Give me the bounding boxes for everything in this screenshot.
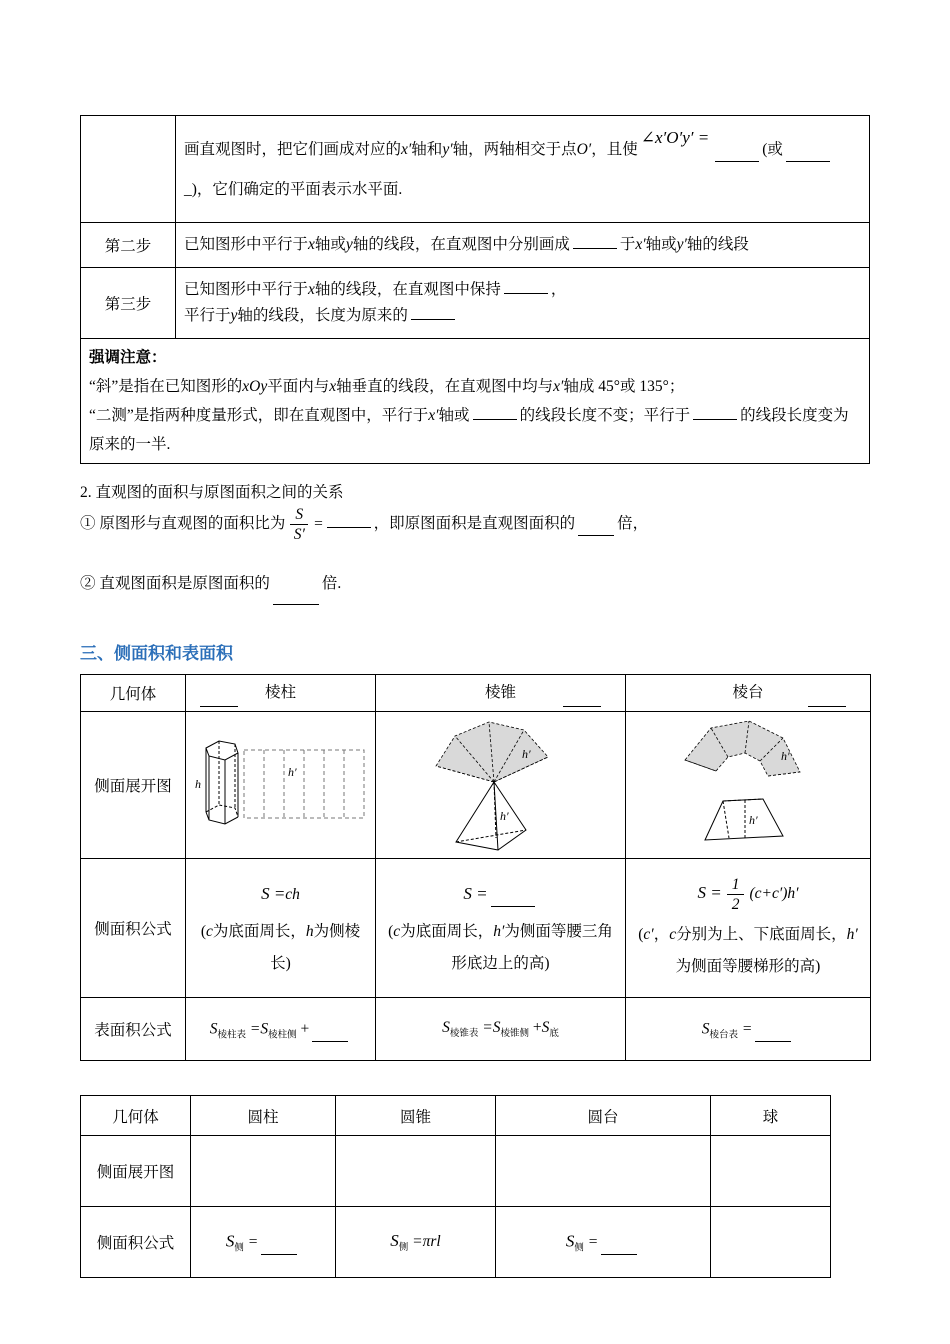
math-var: x′ xyxy=(428,407,439,424)
fraction-numerator: S xyxy=(290,506,308,525)
pyramid-hprime-bottom-label: h′ xyxy=(499,809,509,824)
pyramid-net-diagram xyxy=(386,716,616,854)
equals-sign: = xyxy=(741,1020,753,1038)
text-fragment: 轴，两轴相交于点 xyxy=(452,140,577,158)
formula-S-equals: S = xyxy=(463,883,488,903)
text-fragment: ( xyxy=(388,922,394,940)
frustum-lateral-note xyxy=(634,919,862,983)
angle-formula: ∠x′O′y′ = xyxy=(640,127,710,147)
prism-unfold-cell xyxy=(186,712,376,859)
note-line3: 原来的一半. xyxy=(89,436,171,453)
note-title: 强调注意： xyxy=(89,349,167,366)
plus-sign: + xyxy=(532,1019,542,1037)
math-var: x′ xyxy=(635,236,646,253)
text-fragment: 为侧棱长) xyxy=(270,922,361,972)
blank-line xyxy=(573,233,617,250)
lateral-formula-row xyxy=(81,859,871,998)
math-var: x′ xyxy=(553,378,564,395)
text-fragment: 于 xyxy=(619,236,636,253)
formula-rest: (c+c′)h′ xyxy=(749,884,799,902)
math-var: S xyxy=(492,1019,501,1037)
note-line1 xyxy=(89,372,861,401)
math-var: c′ xyxy=(643,925,654,943)
header-cone: 圆锥 xyxy=(336,1096,496,1136)
text-fragment: 轴的线段 xyxy=(686,236,749,253)
blank-line xyxy=(755,1025,791,1042)
cylinder-unfold-cell xyxy=(191,1136,336,1207)
formula-pirl: πrl xyxy=(422,1233,441,1251)
row-label-lateral: 侧面积公式 xyxy=(81,1207,191,1278)
equals-sign: = xyxy=(482,1019,493,1037)
prism-surface-cell xyxy=(186,998,376,1061)
frustum-unfold-cell xyxy=(626,712,871,859)
frustum-lateral-cell xyxy=(626,859,871,998)
frustum-surface-cell xyxy=(626,998,871,1061)
blank-line xyxy=(693,404,737,421)
surface-formula-row xyxy=(81,998,871,1061)
math-var: S xyxy=(701,1020,710,1038)
text-fragment: 为侧面等腰三角形底边上的高) xyxy=(451,922,613,972)
text-fragment: (或 xyxy=(762,140,783,158)
equals-sign: = xyxy=(247,1233,259,1251)
math-var: h xyxy=(305,922,314,940)
math-var: y xyxy=(345,236,353,253)
text-fragment: 已知图形中平行于 xyxy=(184,236,309,253)
header-label: 棱锥 xyxy=(484,683,516,701)
header-pyramid xyxy=(376,675,626,712)
prism-hprime-label: h′ xyxy=(287,765,297,780)
prism-lateral-formula xyxy=(194,879,367,910)
formula-S-equals: S = xyxy=(697,882,722,902)
subscript: 棱柱表 xyxy=(217,1030,247,1041)
step2-content xyxy=(176,223,870,268)
round-solids-area-table xyxy=(80,1095,831,1278)
header-label: 棱柱 xyxy=(264,683,296,701)
math-var: h′ xyxy=(493,922,505,940)
math-var: c xyxy=(393,922,401,940)
row-label-lateral: 侧面积公式 xyxy=(81,859,186,998)
blank-line xyxy=(261,1238,297,1255)
blank-line xyxy=(200,706,238,707)
frustum-lateral-formula xyxy=(634,876,862,913)
section2-item2 xyxy=(80,571,870,593)
math-var: S xyxy=(442,1019,450,1037)
geo-header-row xyxy=(81,675,871,712)
blank-line xyxy=(327,512,371,529)
equals-sign: = xyxy=(249,1020,261,1038)
subscript: 侧 xyxy=(574,1243,584,1254)
blank-line xyxy=(808,706,846,707)
formula-ch: ch xyxy=(285,885,300,903)
text-fragment: 轴的线段，在直观图中分别画成 xyxy=(352,236,570,253)
header-frustum xyxy=(626,675,871,712)
text-fragment: ， xyxy=(550,281,567,298)
math-var: S xyxy=(209,1020,218,1038)
blank-line xyxy=(578,520,614,537)
equals-sign: = xyxy=(412,1233,423,1251)
pyramid-lateral-formula xyxy=(384,879,617,910)
text-fragment: ， xyxy=(653,925,670,943)
prism-h-label: h xyxy=(194,777,201,792)
text-fragment: ② 直观图面积是原图面积的 xyxy=(80,575,270,593)
math-var: S xyxy=(225,1231,235,1251)
text-fragment: 为底面周长， xyxy=(400,922,494,940)
text-fragment: 平面内与 xyxy=(267,378,330,395)
subscript: 棱台表 xyxy=(709,1030,738,1041)
section2-item1 xyxy=(80,506,870,543)
pyramid-unfold-cell xyxy=(376,712,626,859)
blank-line xyxy=(473,404,517,421)
text-fragment: 画直观图时，把它们画成对应的 xyxy=(184,140,402,158)
row-label-unfold: 侧面展开图 xyxy=(81,1136,191,1207)
subscript: 侧 xyxy=(234,1243,244,1254)
subscript: 棱锥侧 xyxy=(500,1029,529,1040)
blank-line xyxy=(273,589,319,606)
cylinder-lateral-cell xyxy=(191,1207,336,1278)
round-header-row xyxy=(81,1096,831,1136)
text-fragment: 倍. xyxy=(321,575,342,593)
math-var: y′ xyxy=(676,236,687,253)
math-var: S xyxy=(390,1231,399,1251)
cone-frustum-unfold-cell xyxy=(496,1136,711,1207)
cone-frustum-lateral-cell xyxy=(496,1207,711,1278)
frustum-hprime-bottom-label: h′ xyxy=(749,813,758,828)
pyramid-surface-cell xyxy=(376,998,626,1061)
blank-line xyxy=(504,278,548,295)
step3-label: 第三步 xyxy=(81,268,176,339)
polyhedra-area-table xyxy=(80,674,871,1061)
equals-sign: = xyxy=(587,1233,599,1251)
step-row-2 xyxy=(81,223,870,268)
prism-lateral-note xyxy=(194,916,367,980)
header-label: 棱台 xyxy=(732,683,764,701)
step-row-3 xyxy=(81,268,870,339)
blank-line xyxy=(411,304,455,321)
math-var: O′ xyxy=(576,140,592,158)
subscript: 底 xyxy=(549,1029,559,1040)
math-var: x xyxy=(308,236,315,253)
text-fragment: 轴或 xyxy=(645,236,677,253)
cone-unfold-cell xyxy=(336,1136,496,1207)
note-line2 xyxy=(89,401,861,430)
row-label-unfold: 侧面展开图 xyxy=(81,712,186,859)
frustum-net-diagram xyxy=(633,716,863,854)
half-fraction xyxy=(727,876,745,913)
section2-title: 2. 直观图的面积与原图面积之间的关系 xyxy=(80,484,344,501)
header-cone-frustum: 圆台 xyxy=(496,1096,711,1136)
math-var: y xyxy=(230,307,238,324)
ratio-fraction xyxy=(290,506,308,543)
text-fragment: 倍， xyxy=(617,515,649,533)
text-fragment: ( xyxy=(638,925,644,943)
text-fragment: 轴和 xyxy=(411,140,443,158)
text-fragment: 轴的线段，在直观图中保持 xyxy=(314,281,501,298)
header-cylinder: 圆柱 xyxy=(191,1096,336,1136)
step1-label-empty xyxy=(81,116,176,223)
math-var: S xyxy=(541,1019,550,1037)
text-fragment: ，即原图面积是直观图面积的 xyxy=(373,515,576,533)
math-var: S xyxy=(260,1020,269,1038)
emphasis-note xyxy=(81,339,870,464)
sphere-lateral-cell xyxy=(711,1207,831,1278)
pyramid-hprime-top-label: h′ xyxy=(521,747,531,762)
text-fragment: 的线段长度不变；平行于 xyxy=(519,407,691,424)
frustum-hprime-top-label: h′ xyxy=(781,749,790,764)
round-lateral-row xyxy=(81,1207,831,1278)
header-geometry: 几何体 xyxy=(81,1096,191,1136)
pyramid-lateral-note xyxy=(384,916,617,980)
subscript: 棱柱侧 xyxy=(268,1030,297,1041)
prism-lateral-cell xyxy=(186,859,376,998)
text-fragment: “斜”是指在已知图形的 xyxy=(89,378,243,395)
text-fragment: “二测”是指两种度量形式，即在直观图中，平行于 xyxy=(89,407,429,424)
blank-line xyxy=(786,145,830,162)
math-var: xOy xyxy=(242,378,268,395)
note-row xyxy=(81,339,870,464)
subscript: 侧 xyxy=(398,1243,409,1254)
text-fragment: 轴成 45°或 135°； xyxy=(563,378,685,395)
subscript: 棱锥表 xyxy=(449,1029,479,1040)
step3-line2 xyxy=(184,303,861,329)
text-fragment: ① 原图形与直观图的面积比为 xyxy=(80,515,286,533)
oblique-drawing-steps-table xyxy=(80,115,870,464)
step3-content xyxy=(176,268,870,339)
unfold-row xyxy=(81,712,871,859)
step-row-1 xyxy=(81,116,870,223)
step1-line2: _)，它们确定的平面表示水平面. xyxy=(184,180,403,198)
text-fragment: 轴垂直的线段，在直观图中均与 xyxy=(336,378,554,395)
math-var: y′ xyxy=(442,140,453,158)
blank-line xyxy=(491,890,535,907)
fraction-numerator: 1 xyxy=(727,876,745,895)
math-var: c xyxy=(206,922,213,940)
step1-line1 xyxy=(184,127,861,163)
fraction-denominator: 2 xyxy=(731,895,740,913)
math-var: x xyxy=(329,378,337,395)
plus-sign: + xyxy=(300,1020,310,1038)
blank-line xyxy=(563,706,601,707)
math-var: c xyxy=(669,925,677,943)
text-fragment: 轴或 xyxy=(438,407,470,424)
equals-sign: = xyxy=(313,515,324,533)
text-fragment: 为侧面等腰梯形的高) xyxy=(675,957,821,975)
row-label-surface: 表面积公式 xyxy=(81,998,186,1061)
formula-S-equals: S = xyxy=(261,883,286,903)
text-fragment: ，且使 xyxy=(591,140,638,158)
pyramid-lateral-cell xyxy=(376,859,626,998)
section3-heading: 三、侧面积和表面积 xyxy=(80,644,233,664)
math-var: S xyxy=(565,1231,575,1251)
text-fragment: 轴的线段，长度为原来的 xyxy=(237,307,408,324)
math-var: x xyxy=(308,281,315,298)
prism-net-diagram xyxy=(192,726,370,844)
math-var: x′ xyxy=(401,140,412,158)
step3-line1 xyxy=(184,277,861,303)
text-fragment: 已知图形中平行于 xyxy=(184,281,309,298)
cone-lateral-cell xyxy=(336,1207,496,1278)
round-unfold-row xyxy=(81,1136,831,1207)
text-fragment: ( xyxy=(200,922,206,940)
blank-line xyxy=(312,1025,348,1042)
sphere-unfold-cell xyxy=(711,1136,831,1207)
text-fragment: 分别为上、下底面周长， xyxy=(676,925,847,943)
blank-line xyxy=(715,145,759,162)
text-fragment: 的线段长度变为 xyxy=(740,407,849,424)
math-var: h′ xyxy=(846,925,858,943)
step1-content xyxy=(176,116,870,223)
blank-line xyxy=(601,1238,637,1255)
header-geometry: 几何体 xyxy=(81,675,186,712)
fraction-denominator: S′ xyxy=(293,526,305,544)
text-fragment: 为底面周长， xyxy=(212,922,306,940)
text-fragment: 平行于 xyxy=(184,307,231,324)
text-fragment: 轴或 xyxy=(314,236,346,253)
header-prism xyxy=(186,675,376,712)
step2-label: 第二步 xyxy=(81,223,176,268)
header-sphere: 球 xyxy=(711,1096,831,1136)
